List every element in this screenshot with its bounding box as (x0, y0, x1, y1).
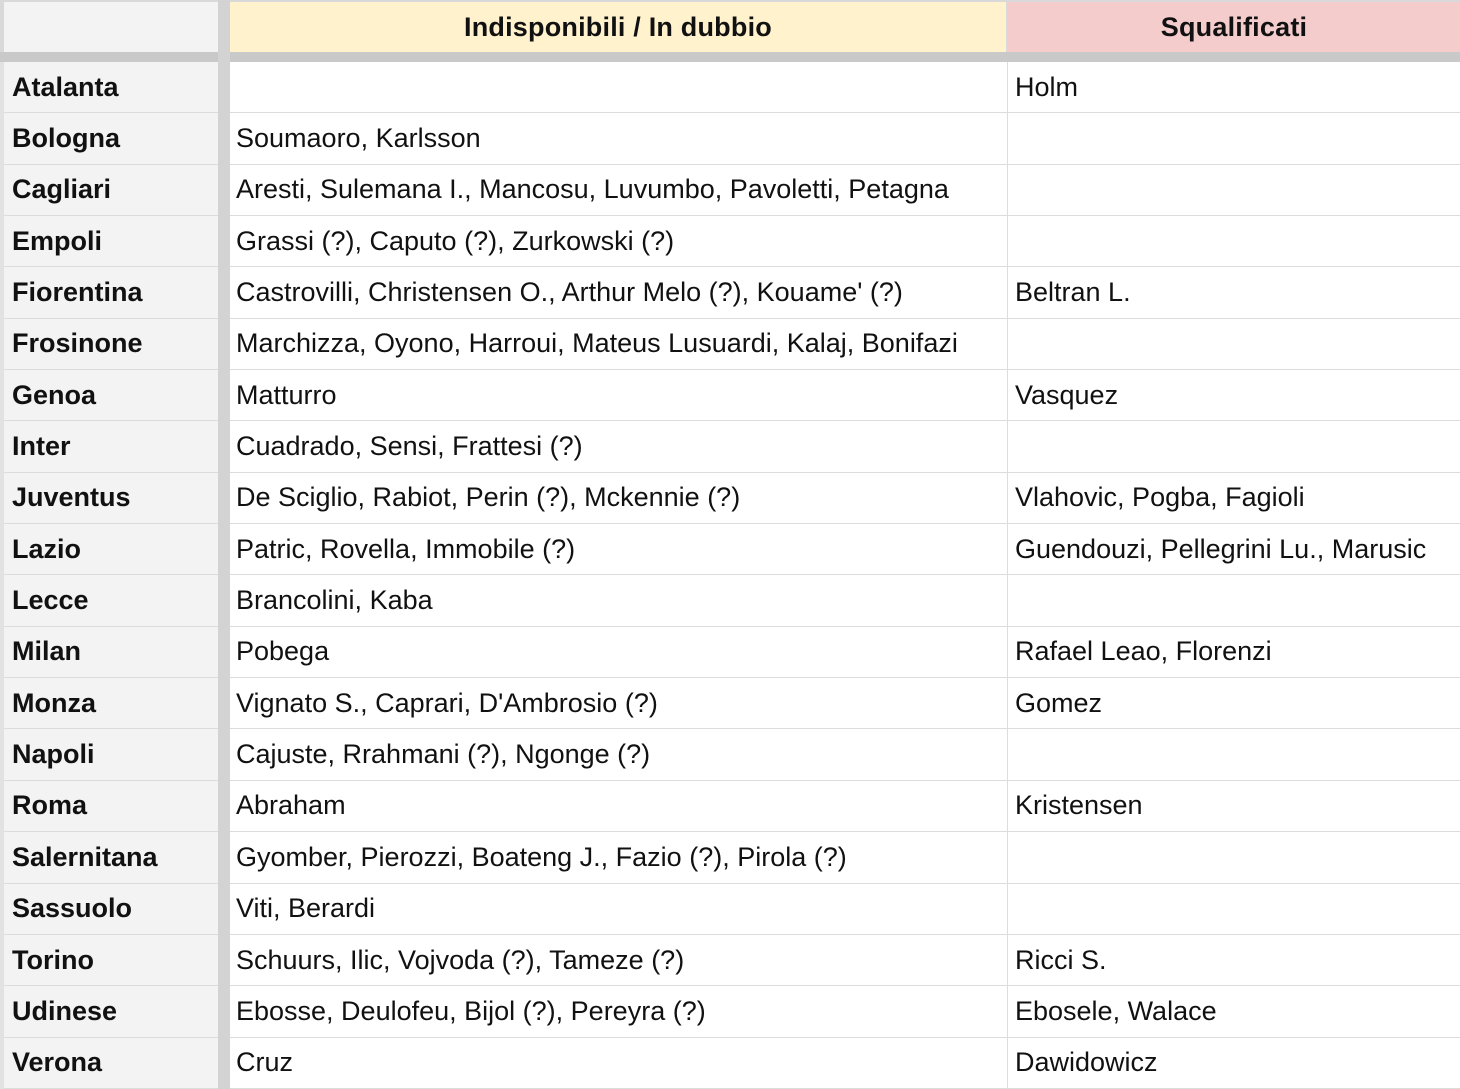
suspended-cell[interactable] (1008, 729, 1460, 780)
suspended-cell[interactable] (1008, 832, 1460, 883)
team-cell[interactable]: Salernitana (4, 832, 218, 883)
team-cell[interactable]: Inter (4, 421, 218, 472)
unavailable-cell[interactable]: Cuadrado, Sensi, Frattesi (?) (230, 421, 1008, 472)
unavailable-cell[interactable]: Grassi (?), Caputo (?), Zurkowski (?) (230, 216, 1008, 267)
team-cell[interactable]: Verona (4, 1038, 218, 1089)
suspended-cell[interactable] (1008, 421, 1460, 472)
unavailable-cell[interactable]: Patric, Rovella, Immobile (?) (230, 524, 1008, 575)
unavailable-cell[interactable]: Brancolini, Kaba (230, 575, 1008, 626)
suspended-cell[interactable] (1008, 884, 1460, 935)
team-cell[interactable]: Fiorentina (4, 267, 218, 318)
unavailable-cell[interactable]: Gyomber, Pierozzi, Boateng J., Fazio (?), Pirola (?) (230, 832, 1008, 883)
suspended-cell[interactable]: Ebosele, Walace (1008, 986, 1460, 1037)
suspended-cell[interactable] (1008, 113, 1460, 164)
unavailable-cell[interactable]: Abraham (230, 781, 1008, 832)
team-cell[interactable]: Frosinone (4, 319, 218, 370)
suspended-cell[interactable]: Holm (1008, 62, 1460, 113)
header-unavailable-cell[interactable]: Indisponibili / In dubbio (230, 2, 1006, 52)
unavailable-cell[interactable]: Soumaoro, Karlsson (230, 113, 1008, 164)
frozen-column-divider[interactable] (218, 0, 230, 1089)
suspended-cell[interactable]: Rafael Leao, Florenzi (1008, 627, 1460, 678)
team-cell[interactable]: Atalanta (4, 62, 218, 113)
suspended-cell[interactable]: Vlahovic, Pogba, Fagioli (1008, 473, 1460, 524)
suspended-cell[interactable] (1008, 216, 1460, 267)
unavailable-cell[interactable]: Castrovilli, Christensen O., Arthur Melo (?), Kouame' (?) (230, 267, 1008, 318)
team-cell[interactable]: Juventus (4, 473, 218, 524)
suspended-cell[interactable]: Kristensen (1008, 781, 1460, 832)
team-cell[interactable]: Cagliari (4, 165, 218, 216)
team-cell[interactable]: Udinese (4, 986, 218, 1037)
unavailable-cell[interactable]: Ebosse, Deulofeu, Bijol (?), Pereyra (?) (230, 986, 1008, 1037)
team-cell[interactable]: Sassuolo (4, 884, 218, 935)
unavailable-cell[interactable] (230, 62, 1008, 113)
team-cell[interactable]: Lazio (4, 524, 218, 575)
suspended-cell[interactable]: Ricci S. (1008, 935, 1460, 986)
suspended-cell[interactable]: Guendouzi, Pellegrini Lu., Marusic (1008, 524, 1460, 575)
team-cell[interactable]: Genoa (4, 370, 218, 421)
suspended-cell[interactable]: Beltran L. (1008, 267, 1460, 318)
unavailable-cell[interactable]: Cajuste, Rrahmani (?), Ngonge (?) (230, 729, 1008, 780)
team-cell[interactable]: Milan (4, 627, 218, 678)
unavailable-cell[interactable]: Schuurs, Ilic, Vojvoda (?), Tameze (?) (230, 935, 1008, 986)
team-cell[interactable]: Bologna (4, 113, 218, 164)
header-suspended-cell[interactable]: Squalificati (1008, 2, 1460, 52)
unavailable-cell[interactable]: Vignato S., Caprari, D'Ambrosio (?) (230, 678, 1008, 729)
suspended-cell[interactable] (1008, 319, 1460, 370)
header-corner-cell[interactable] (4, 2, 218, 52)
team-cell[interactable]: Monza (4, 678, 218, 729)
team-cell[interactable]: Roma (4, 781, 218, 832)
suspended-cell[interactable] (1008, 165, 1460, 216)
suspended-cell[interactable]: Dawidowicz (1008, 1038, 1460, 1089)
unavailable-cell[interactable]: Cruz (230, 1038, 1008, 1089)
unavailable-cell[interactable]: Aresti, Sulemana I., Mancosu, Luvumbo, Pavoletti, Petagna (230, 165, 1008, 216)
suspended-cell[interactable]: Vasquez (1008, 370, 1460, 421)
suspended-cell[interactable]: Gomez (1008, 678, 1460, 729)
unavailable-cell[interactable]: De Sciglio, Rabiot, Perin (?), Mckennie (?) (230, 473, 1008, 524)
team-cell[interactable]: Empoli (4, 216, 218, 267)
suspended-cell[interactable] (1008, 575, 1460, 626)
unavailable-cell[interactable]: Matturro (230, 370, 1008, 421)
unavailable-cell[interactable]: Viti, Berardi (230, 884, 1008, 935)
unavailable-cell[interactable]: Marchizza, Oyono, Harroui, Mateus Lusuardi, Kalaj, Bonifazi (230, 319, 1008, 370)
team-cell[interactable]: Lecce (4, 575, 218, 626)
unavailable-cell[interactable]: Pobega (230, 627, 1008, 678)
team-cell[interactable]: Torino (4, 935, 218, 986)
team-cell[interactable]: Napoli (4, 729, 218, 780)
